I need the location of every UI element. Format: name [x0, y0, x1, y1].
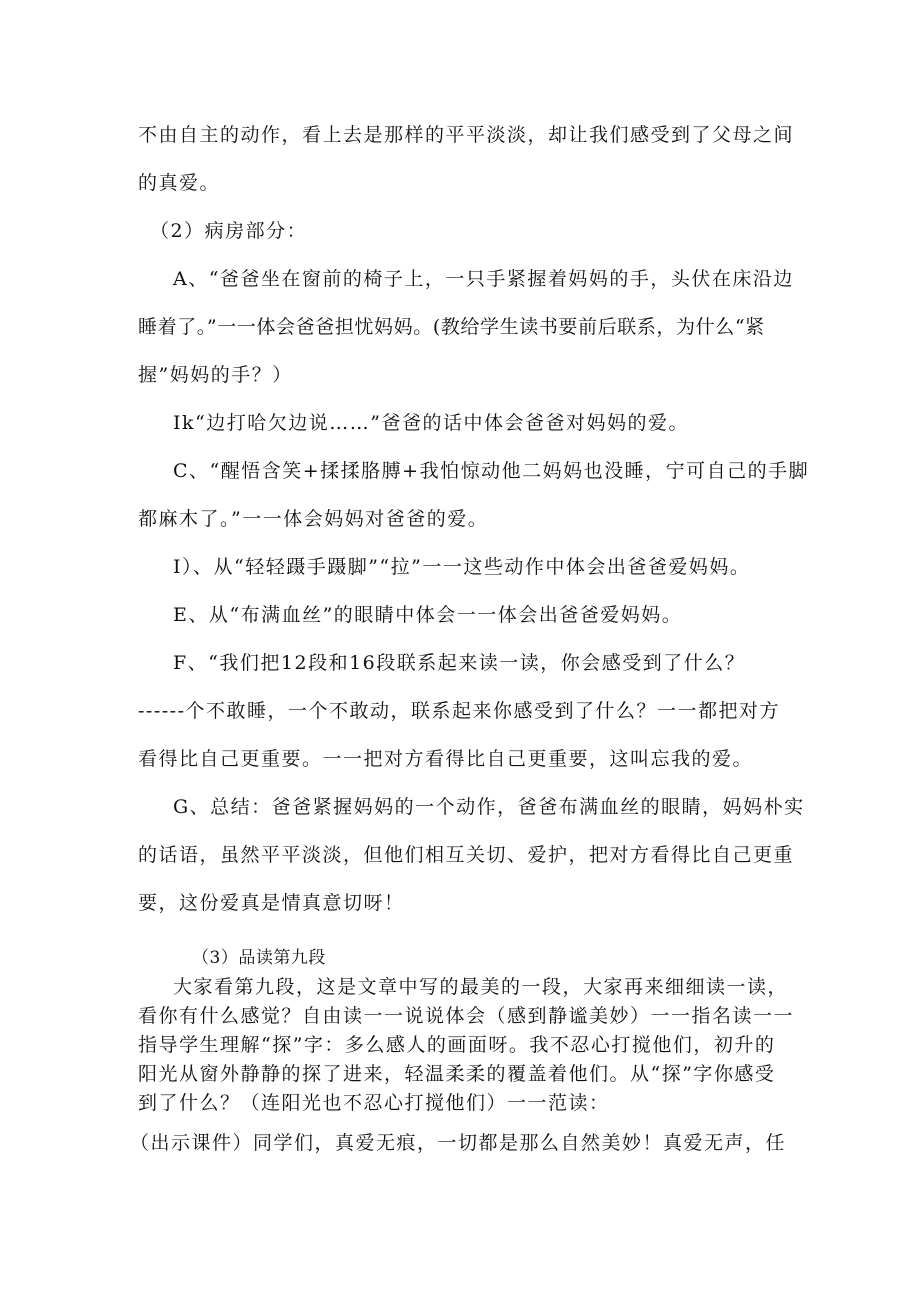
text-line: F、“我们把12段和16段联系起来读一读，你会感受到了什么？ [173, 652, 746, 674]
text-line: 要，这份爱真是情真意切呀！ [138, 892, 405, 914]
text-line: 看得比自己更重要。一一把对方看得比自己更重要，这叫忘我的爱。 [138, 748, 754, 770]
text-line: Ik“边打哈欠边说……”爸爸的话中体会爸爸对妈妈的爱。 [173, 412, 689, 434]
text-line: 不由自主的动作，看上去是那样的平平淡淡，却让我们感受到了父母之间 [138, 124, 795, 146]
text-line: 都麻木了。”一一体会妈妈对爸爸的爱。 [138, 508, 489, 530]
text-line: 握”妈妈的手？） [138, 364, 293, 386]
text-line: A、“爸爸坐在窗前的椅子上，一只手紧握着妈妈的手，头伏在床沿边 [173, 268, 794, 290]
text-line: C、“醒悟含笑+揉揉胳膊+我怕惊动他二妈妈也没睡，宁可自己的手脚 [173, 460, 810, 482]
section-heading: （3）品读第九段 [192, 948, 326, 968]
text-line: 看你有什么感觉？自由读一一说说体会（感到静谧美妙）一一指名读一一 [138, 1005, 795, 1027]
text-line: 睡着了。”一一体会爸爸担忧妈妈。(教给学生读书要前后联系，为什么“紧 [138, 316, 765, 338]
text-line: 大家看第九段，这是文章中写的最美的一段，大家再来细细读一读， [173, 976, 789, 998]
text-line: （出示课件）同学们，真爱无痕，一切都是那么自然美妙！真爱无声，任 [130, 1132, 787, 1154]
text-line: 到了什么？（连阳光也不忍心打搅他们）一一范读： [138, 1092, 610, 1114]
text-line: I）、从“轻轻蹑手蹑脚”“拉”一一这些动作中体会出爸爸爱妈妈。 [173, 556, 751, 578]
text-line: ------个不敢睡，一个不敢动，联系起来你感受到了什么？一一都把对方 [138, 700, 781, 722]
text-line: 阳光从窗外静静的探了进来，轻温柔柔的覆盖着他们。从“探”字你感受 [138, 1063, 776, 1085]
text-line: 的真爱。 [138, 172, 221, 194]
text-line: 的话语，虽然平平淡淡，但他们相互关切、爱护，把对方看得比自己更重 [138, 844, 795, 866]
text-line: 指导学生理解“探”字：多么感人的画面呀。我不忍心打搅他们，初升的 [138, 1034, 776, 1056]
section-heading: （2）病房部分： [150, 220, 308, 242]
text-line: E、从“布满血丝”的眼睛中体会一一体会出爸爸爱妈妈。 [173, 604, 683, 626]
text-line: G、总结：爸爸紧握妈妈的一个动作，爸爸布满血丝的眼睛，妈妈朴实 [173, 796, 805, 818]
